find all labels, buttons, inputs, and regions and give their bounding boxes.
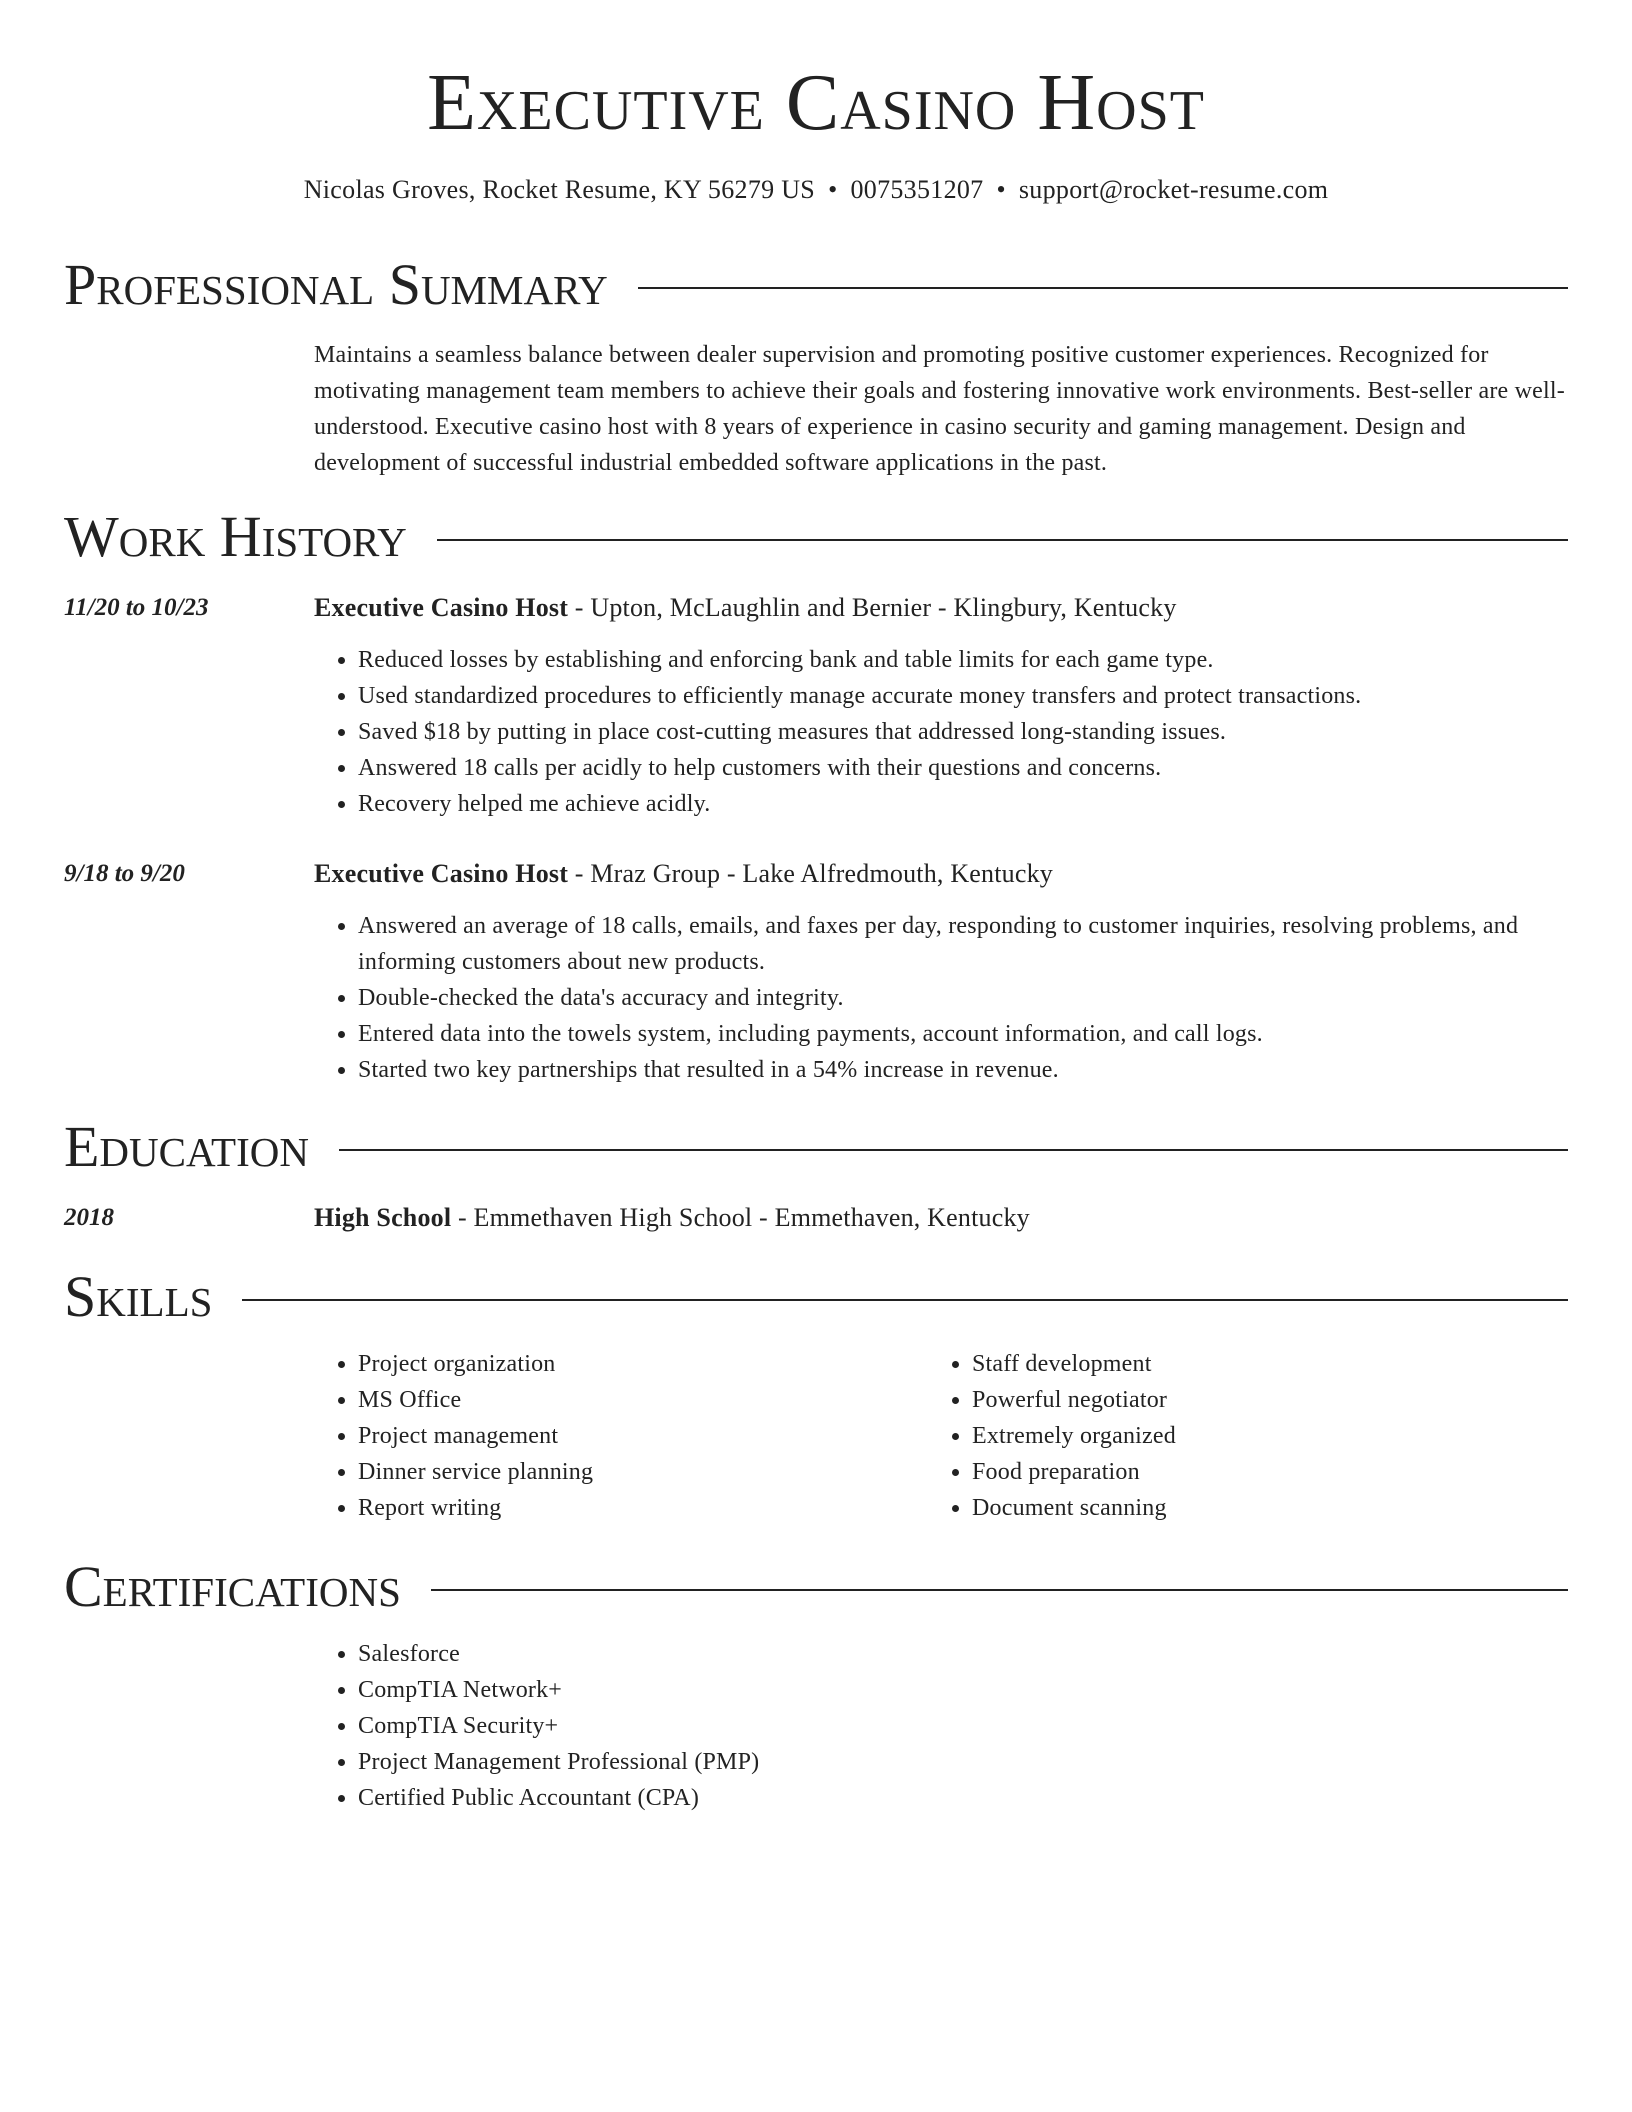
list-item: • CompTIA Network+ — [358, 1672, 1568, 1708]
list-item: • Project organization — [358, 1346, 958, 1382]
contact-phone: 0075351207 — [850, 175, 984, 204]
contact-separator: • — [828, 175, 838, 204]
skills-section-title: Skills — [64, 1262, 242, 1332]
list-item: • Answered 18 calls per acidly to help customers with their questions and concerns. — [358, 750, 1568, 786]
contact-email: support@rocket-resume.com — [1018, 175, 1329, 204]
list-item: • Entered data into the towels system, including payments, account information, and call logs. — [358, 1016, 1568, 1052]
list-item: • MS Office — [358, 1382, 958, 1418]
skills-list-left — [314, 1346, 958, 1526]
job-heading — [314, 590, 1177, 626]
list-item: • Food preparation — [972, 1454, 1572, 1490]
education-school: - Emmethaven High School - Emmethaven, Kentucky — [451, 1203, 1030, 1232]
job-bullets — [314, 642, 1568, 822]
skills-list-right — [928, 1346, 1572, 1526]
education-section-header — [64, 1112, 1568, 1182]
job-employer: - Mraz Group - Lake Alfredmouth, Kentucky — [568, 859, 1054, 888]
contact-separator: • — [996, 175, 1006, 204]
list-item: • Started two key partnerships that resulted in a 54% increase in revenue. — [358, 1052, 1568, 1088]
list-item: • Salesforce — [358, 1636, 1568, 1672]
job-employer: - Upton, McLaughlin and Bernier - Klingbury, Kentucky — [568, 593, 1177, 622]
skills-section-header — [64, 1262, 1568, 1332]
resume-title: Executive Casino Host — [427, 59, 1205, 147]
job-dates: 9/18 to 9/20 — [64, 860, 185, 887]
summary-text: Maintains a seamless balance between dealer supervision and promoting positive customer experiences. Recognized for motivating management team members to achieve their goals and fostering innovative work environments. Best-seller are well-understood. Executive casino host with 8 years of experience in casino security and gaming management. Design and development of successful industrial embedded software applications in the past. — [314, 342, 1565, 476]
summary-section-header — [64, 250, 1568, 320]
list-item: • Answered an average of 18 calls, emails, and faxes per day, responding to customer inquiries, resolving problems, and informing customers about new products. — [358, 908, 1568, 980]
list-item: • Saved $18 by putting in place cost-cutting measures that addressed long-standing issues. — [358, 714, 1568, 750]
contact-address: Nicolas Groves, Rocket Resume, KY 56279 US — [303, 175, 816, 204]
list-item: • Dinner service planning — [358, 1454, 958, 1490]
certifications-section-header — [64, 1552, 1568, 1622]
list-item: • Staff development — [972, 1346, 1572, 1382]
summary-section-title: Professional Summary — [64, 250, 638, 320]
education-year: 2018 — [64, 1204, 114, 1231]
education-section-title: Education — [64, 1112, 339, 1182]
list-item: • Report writing — [358, 1490, 958, 1526]
list-item: • Project Management Professional (PMP) — [358, 1744, 1568, 1780]
education-degree: High School — [314, 1203, 452, 1232]
job-title: Executive Casino Host — [314, 593, 569, 622]
contact-line — [0, 172, 1632, 208]
list-item: • Document scanning — [972, 1490, 1572, 1526]
list-item: • Used standardized procedures to efficiently manage accurate money transfers and protect transactions. — [358, 678, 1568, 714]
list-item: • Double-checked the data's accuracy and integrity. — [358, 980, 1568, 1016]
list-item: • Project management — [358, 1418, 958, 1454]
job-heading — [314, 856, 1053, 892]
certifications-list — [314, 1636, 1568, 1816]
list-item: • Recovery helped me achieve acidly. — [358, 786, 1568, 822]
certifications-section-title: Certifications — [64, 1552, 431, 1622]
work-section-header — [64, 502, 1568, 572]
list-item: • CompTIA Security+ — [358, 1708, 1568, 1744]
list-item: • Certified Public Accountant (CPA) — [358, 1780, 1568, 1816]
job-bullets — [314, 908, 1568, 1088]
list-item: • Extremely organized — [972, 1418, 1572, 1454]
list-item: • Reduced losses by establishing and enforcing bank and table limits for each game type. — [358, 642, 1568, 678]
job-dates: 11/20 to 10/23 — [64, 594, 209, 621]
list-item: • Powerful negotiator — [972, 1382, 1572, 1418]
education-heading — [314, 1200, 1030, 1236]
work-section-title: Work History — [64, 502, 437, 572]
job-title: Executive Casino Host — [314, 859, 569, 888]
section-divider — [64, 1299, 1568, 1301]
